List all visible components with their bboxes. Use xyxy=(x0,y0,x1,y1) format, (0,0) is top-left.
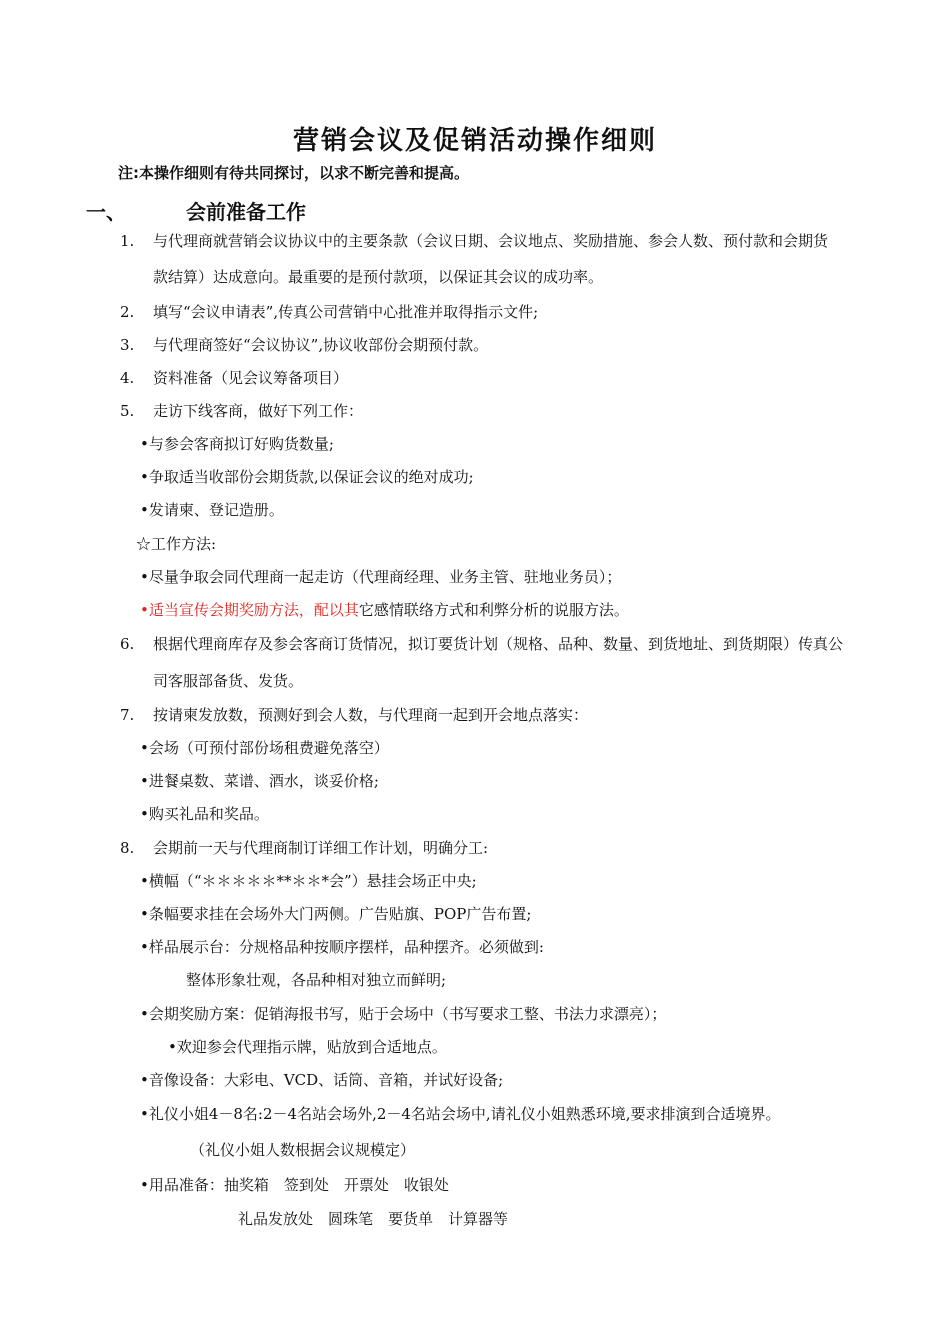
list-text: 填写“会议申请表”,传真公司营销中心批准并取得指示文件; xyxy=(153,303,539,321)
list-number: 3. xyxy=(120,336,135,354)
bullet-item: •用品准备：抽奖箱 签到处 开票处 收银处 xyxy=(140,1176,449,1194)
bullet-continuation: 整体形象壮观，各品种相对独立而鲜明; xyxy=(186,971,447,989)
list-number: 7. xyxy=(120,706,135,724)
bullet-text: 它感情联络方式和利弊分析的说服方法。 xyxy=(358,601,629,619)
list-item-6-continuation: 司客服部备货、发货。 xyxy=(153,672,304,690)
list-number: 4. xyxy=(120,369,135,387)
list-number: 2. xyxy=(120,303,135,321)
section-heading xyxy=(86,196,306,225)
list-number: 8. xyxy=(120,839,135,857)
list-number: 5. xyxy=(120,402,135,420)
bullet-item: •会场（可预付部份场租费避免落空） xyxy=(140,739,389,757)
bullet-item: •发请柬、登记造册。 xyxy=(140,501,284,519)
bullet-item: •购买礼品和奖品。 xyxy=(140,805,269,823)
bullet-item: •与参会客商拟订好购货数量; xyxy=(140,435,334,453)
list-text: 走访下线客商，做好下列工作： xyxy=(153,402,364,420)
list-text: 会期前一天与代理商制订详细工作计划，明确分工: xyxy=(153,839,489,857)
bullet-item: •争取适当收部份会期货款,以保证会议的绝对成功; xyxy=(140,468,474,486)
section-number: 一、 xyxy=(86,200,126,224)
bullet-item: •礼仪小姐4－8名:2－4名站会场外,2－4名站会场中,请礼仪小姐熟悉环境,要求排演到合适境界。 xyxy=(140,1105,781,1123)
list-item-1-continuation: 款结算）达成意向。最重要的是预付款项，以保证其会议的成功率。 xyxy=(153,268,604,286)
section-title: 会前准备工作 xyxy=(186,200,306,224)
bullet-item: •条幅要求挂在会场外大门两侧。广告贴旗、POP广告布置; xyxy=(140,905,532,923)
list-text: 资料准备（见会议筹备项目） xyxy=(153,369,349,387)
bullet-item: •样品展示台：分规格品种按顺序摆样，品种摆齐。必须做到: xyxy=(140,938,544,956)
bullet-item: •欢迎参会代理指示牌，贴放到合适地点。 xyxy=(168,1038,447,1056)
list-number: 1. xyxy=(120,232,135,250)
bullet-item: •会期奖励方案：促销海报书写，贴于会场中（书写要求工整、书法力求漂亮）； xyxy=(140,1005,667,1023)
list-number: 6. xyxy=(120,635,135,653)
bullet-item: •进餐桌数、菜谱、酒水，谈妥价格; xyxy=(140,772,379,790)
bullet-continuation: 礼品发放处 圆珠笔 要货单 计算器等 xyxy=(238,1210,509,1228)
bullet-continuation: （礼仪小姐人数根据会议规模定） xyxy=(190,1141,416,1159)
bullet-item: •尽量争取会同代理商一起走访（代理商经理、业务主管、驻地业务员）； xyxy=(140,568,622,586)
list-text: 与代理商就营销会议协议中的主要条款（会议日期、会议地点、奖励措施、参会人数、预付款和会期货 xyxy=(153,232,829,250)
document-note: 注:本操作细则有待共同探讨，以求不断完善和提高。 xyxy=(118,164,470,182)
bullet-item: •横幅（“＊＊＊＊＊**＊＊*会”）悬挂会场正中央; xyxy=(140,872,477,890)
list-text: 按请柬发放数，预测好到会人数，与代理商一起到开会地点落实： xyxy=(153,706,589,724)
list-text: 与代理商签好“会议协议”,协议收部份会期预付款。 xyxy=(153,336,489,354)
bullet-item: •音像设备：大彩电、VCD、话筒、音箱，并试好设备; xyxy=(140,1071,504,1089)
highlighted-text: •适当宣传会期奖励方法，配以其 xyxy=(140,601,359,619)
list-text: 根据代理商库存及参会客商订货情况，拟订要货计划（规格、品种、数量、到货地址、到货期限）传真公 xyxy=(153,635,844,653)
document-title: 营销会议及促销活动操作细则 xyxy=(292,126,657,156)
method-heading: ☆工作方法: xyxy=(136,535,217,553)
bullet-item-highlighted xyxy=(140,600,629,620)
